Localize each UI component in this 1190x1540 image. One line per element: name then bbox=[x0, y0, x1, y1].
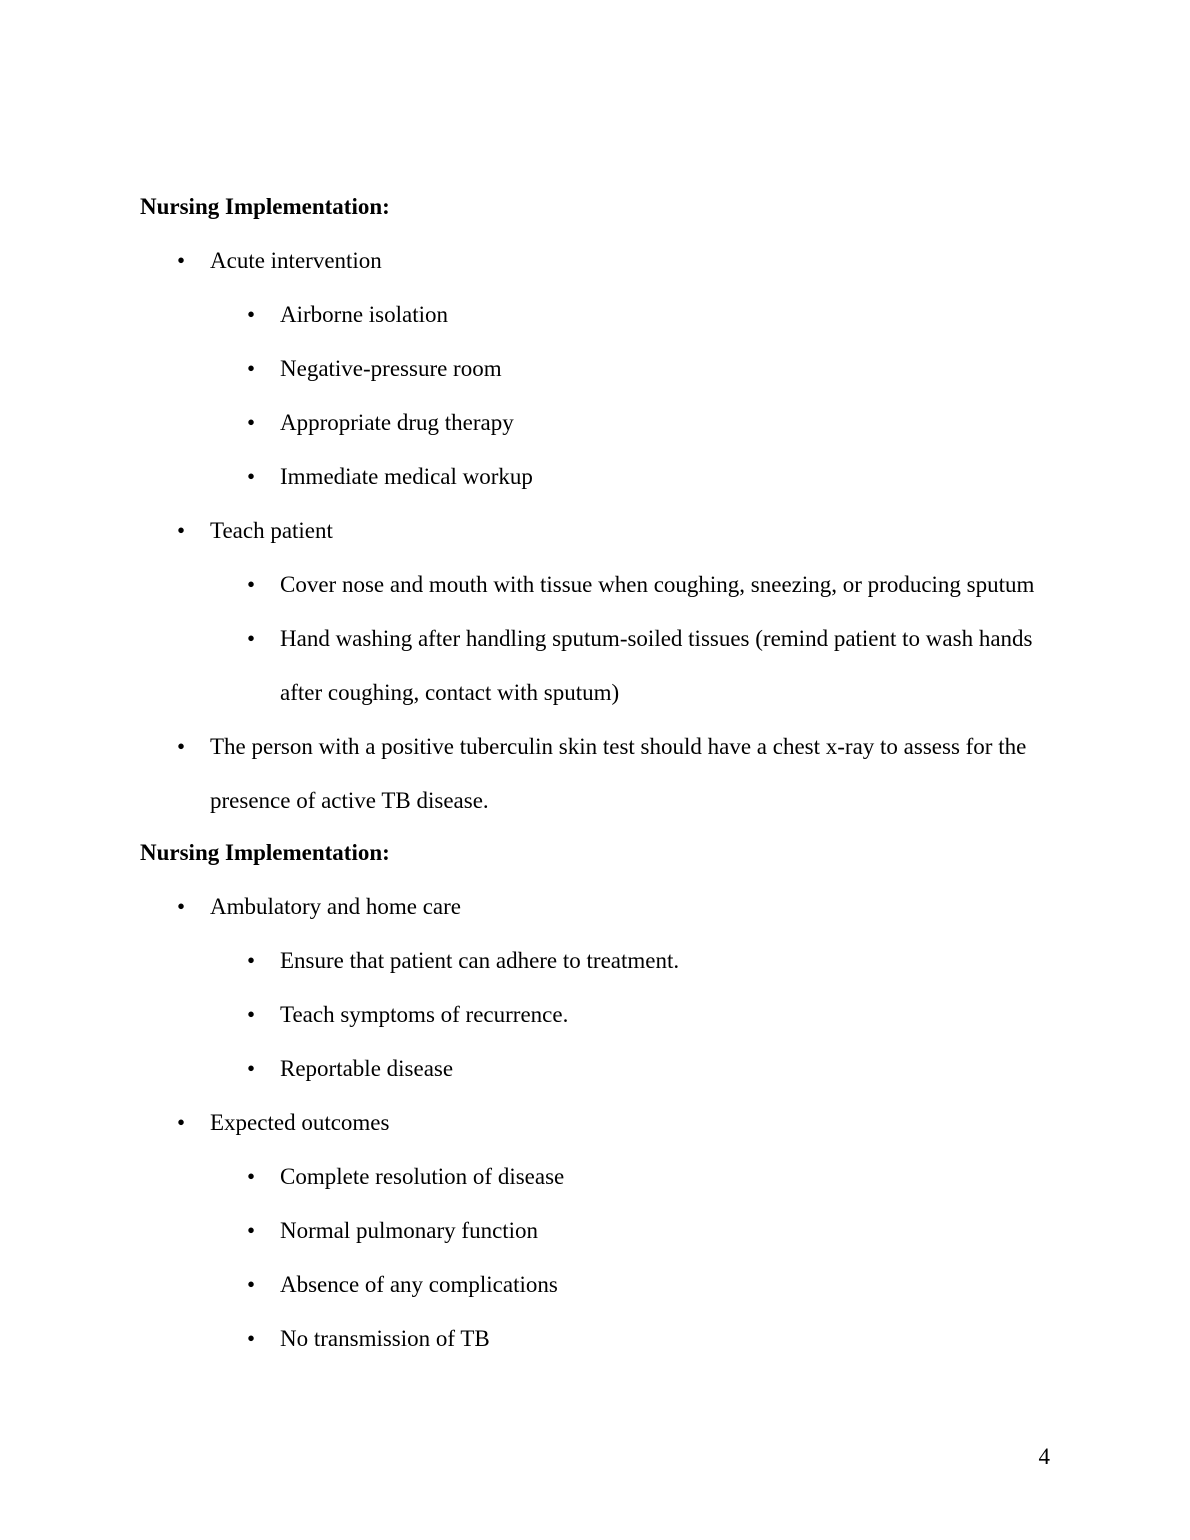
sub-bullet-list bbox=[210, 558, 1060, 720]
list-item-text: Acute intervention bbox=[210, 248, 382, 273]
sub-list-item-text: No transmission of TB bbox=[280, 1326, 490, 1351]
bullet-icon: • bbox=[246, 1272, 256, 1297]
sub-list-item-text: Immediate medical workup bbox=[280, 464, 533, 489]
page-number: 4 bbox=[1038, 1444, 1050, 1469]
sub-list-item-text: Appropriate drug therapy bbox=[280, 410, 514, 435]
sub-list-item bbox=[210, 558, 1060, 612]
sub-list-item bbox=[210, 1204, 1060, 1258]
bullet-icon: • bbox=[246, 464, 256, 489]
list-item bbox=[140, 880, 1060, 1096]
bullet-icon: • bbox=[246, 626, 256, 651]
list-item-text: Ambulatory and home care bbox=[210, 894, 461, 919]
section-heading: Nursing Implementation: bbox=[140, 840, 390, 865]
sub-list-item-text: Ensure that patient can adhere to treatment. bbox=[280, 948, 680, 973]
list-item bbox=[140, 504, 1060, 720]
sub-list-item bbox=[210, 288, 1060, 342]
bullet-list bbox=[140, 234, 1060, 828]
bullet-icon: • bbox=[246, 410, 256, 435]
bullet-icon: • bbox=[246, 1326, 256, 1351]
sub-bullet-list bbox=[210, 934, 1060, 1096]
list-item-text: Expected outcomes bbox=[210, 1110, 390, 1135]
sub-list-item bbox=[210, 1258, 1060, 1312]
sub-list-item-text: Airborne isolation bbox=[280, 302, 448, 327]
bullet-list bbox=[140, 880, 1060, 1366]
sub-list-item-text: Normal pulmonary function bbox=[280, 1218, 539, 1243]
sub-list-item-text: Complete resolution of disease bbox=[280, 1164, 565, 1189]
section-heading: Nursing Implementation: bbox=[140, 194, 390, 219]
sub-list-item bbox=[210, 450, 1060, 504]
bullet-icon: • bbox=[176, 1110, 186, 1135]
bullet-icon: • bbox=[246, 1218, 256, 1243]
sub-list-item bbox=[210, 988, 1060, 1042]
sub-list-item bbox=[210, 396, 1060, 450]
sub-list-item bbox=[210, 1042, 1060, 1096]
sub-list-item-text: Cover nose and mouth with tissue when coughing, sneezing, or producing sputum bbox=[280, 572, 1035, 597]
list-item-text: The person with a positive tuberculin skin test should have a chest x-ray to assess for the presence of active TB disease. bbox=[210, 734, 1027, 813]
bullet-icon: • bbox=[176, 734, 186, 759]
list-item bbox=[140, 1096, 1060, 1366]
sub-list-item bbox=[210, 612, 1060, 720]
list-item bbox=[140, 720, 1060, 828]
bullet-icon: • bbox=[246, 1056, 256, 1081]
section-nursing-implementation-acute bbox=[140, 180, 1060, 828]
sub-list-item-text: Reportable disease bbox=[280, 1056, 454, 1081]
sub-list-item-text: Absence of any complications bbox=[280, 1272, 558, 1297]
sub-list-item bbox=[210, 934, 1060, 988]
bullet-icon: • bbox=[246, 302, 256, 327]
sub-list-item-text: Teach symptoms of recurrence. bbox=[280, 1002, 569, 1027]
sub-list-item-text: Negative-pressure room bbox=[280, 356, 502, 381]
sub-list-item bbox=[210, 342, 1060, 396]
bullet-icon: • bbox=[176, 248, 186, 273]
bullet-icon: • bbox=[246, 1002, 256, 1027]
list-item-text: Teach patient bbox=[210, 518, 333, 543]
sub-list-item-text: Hand washing after handling sputum-soiled tissues (remind patient to wash hands after coughing, contact with sputum) bbox=[280, 626, 1033, 705]
sub-list-item bbox=[210, 1150, 1060, 1204]
section-nursing-implementation-ambulatory bbox=[140, 826, 1060, 1366]
list-item bbox=[140, 234, 1060, 504]
sub-bullet-list bbox=[210, 1150, 1060, 1366]
bullet-icon: • bbox=[246, 356, 256, 381]
bullet-icon: • bbox=[246, 572, 256, 597]
bullet-icon: • bbox=[176, 894, 186, 919]
bullet-icon: • bbox=[246, 948, 256, 973]
sub-list-item bbox=[210, 1312, 1060, 1366]
bullet-icon: • bbox=[176, 518, 186, 543]
sub-bullet-list bbox=[210, 288, 1060, 504]
bullet-icon: • bbox=[246, 1164, 256, 1189]
